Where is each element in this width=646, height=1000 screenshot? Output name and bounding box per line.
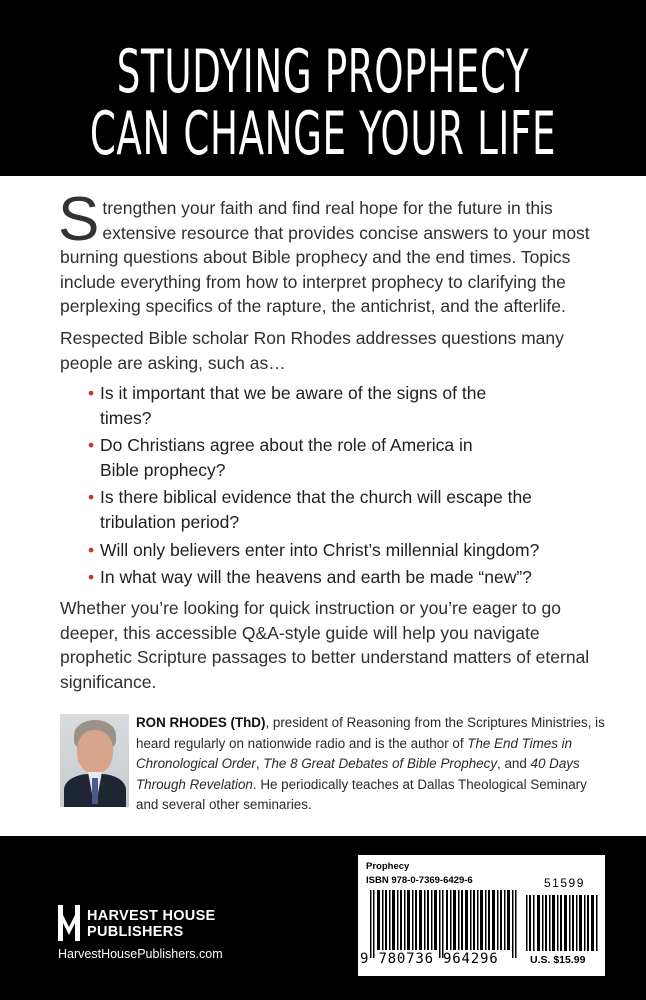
- list-item: [88, 565, 598, 590]
- intro-paragraph: [58, 185, 600, 319]
- question-list: [88, 381, 598, 593]
- drop-cap: S: [58, 185, 100, 254]
- bio-separator: ,: [255, 756, 264, 772]
- question-text: Will only believers enter into Christ’s millennial kingdom?: [100, 539, 540, 560]
- publisher-name-line-1: HARVEST HOUSE: [87, 908, 216, 924]
- author-bio: [136, 713, 606, 816]
- list-item: [88, 381, 598, 430]
- question-text: In what way will the heavens and earth be made “new”?: [100, 567, 532, 588]
- price-text: U.S. $15.99: [530, 954, 586, 966]
- headline-line-1: STUDYING PROPHECY: [116, 37, 530, 107]
- publisher-name: [87, 908, 216, 940]
- question-text: Is there biblical evidence that the church will escape the tribulation period?: [100, 487, 532, 532]
- price-addon-digits: 51599: [544, 876, 585, 890]
- publisher-name-line-2: PUBLISHERS: [87, 924, 184, 940]
- bullet-icon: •: [88, 539, 95, 560]
- bullet-icon: •: [88, 435, 95, 456]
- headline-line-2: CAN CHANGE YOUR LIFE: [89, 99, 557, 169]
- bio-text: . He periodically teaches at Dallas Theological Seminary and several other seminaries.: [136, 776, 587, 813]
- cover-header-band: [0, 0, 646, 176]
- question-text: Is it important that we be aware of the signs of the times?: [100, 383, 487, 428]
- book-title: The End Times in Chronological Order: [136, 735, 573, 772]
- ean-barcode-icon: [370, 890, 520, 958]
- bullet-icon: •: [88, 487, 95, 508]
- book-title: 40 Days Through Revelation: [136, 756, 580, 792]
- closing-paragraph: Whether you’re looking for quick instruction or you’re eager to go deeper, this accessible Q&A-style guide will help you navigate prophetic Scripture passages to better understand matters of eternal significance.: [60, 598, 590, 692]
- respected-paragraph: Respected Bible scholar Ron Rhodes addresses questions many people are asking, such as…: [60, 328, 564, 373]
- book-title: The 8 Great Debates of Bible Prophecy: [263, 756, 498, 772]
- ean-digits: 9 780736 964296: [360, 951, 499, 967]
- bullet-icon: •: [88, 567, 95, 588]
- svg-text:®: ®: [76, 937, 80, 941]
- question-text: Do Christians agree about the role of America in Bible prophecy?: [100, 435, 473, 480]
- author-name: RON RHODES (ThD): [136, 715, 266, 730]
- list-item: [88, 433, 598, 482]
- intro-text: trengthen your faith and find real hope for the future in this extensive resource that provides concise answers to your most burning questions about Bible prophecy and the end times. Topics include everything from how to interpret prophecy to clarifying the perplexing specifics of the rapture, the antichrist, and the afterlife.: [60, 198, 590, 316]
- list-item: [88, 485, 598, 534]
- barcode-label: [358, 855, 605, 976]
- bio-text: , president of Reasoning from the Scriptures Ministries, is heard regularly on nationwide radio and is the author of: [136, 715, 605, 751]
- bullet-icon: •: [88, 383, 95, 403]
- author-photo: [60, 714, 129, 807]
- bisac-category: Prophecy: [366, 861, 410, 872]
- addon-barcode-icon: [526, 895, 598, 951]
- isbn-text: ISBN 978-0-7369-6429-6: [366, 875, 473, 886]
- bio-separator: , and: [497, 756, 531, 772]
- publisher-logo-icon: [58, 905, 80, 941]
- publisher-url: HarvestHousePublishers.com: [58, 947, 223, 961]
- list-item: [88, 538, 598, 563]
